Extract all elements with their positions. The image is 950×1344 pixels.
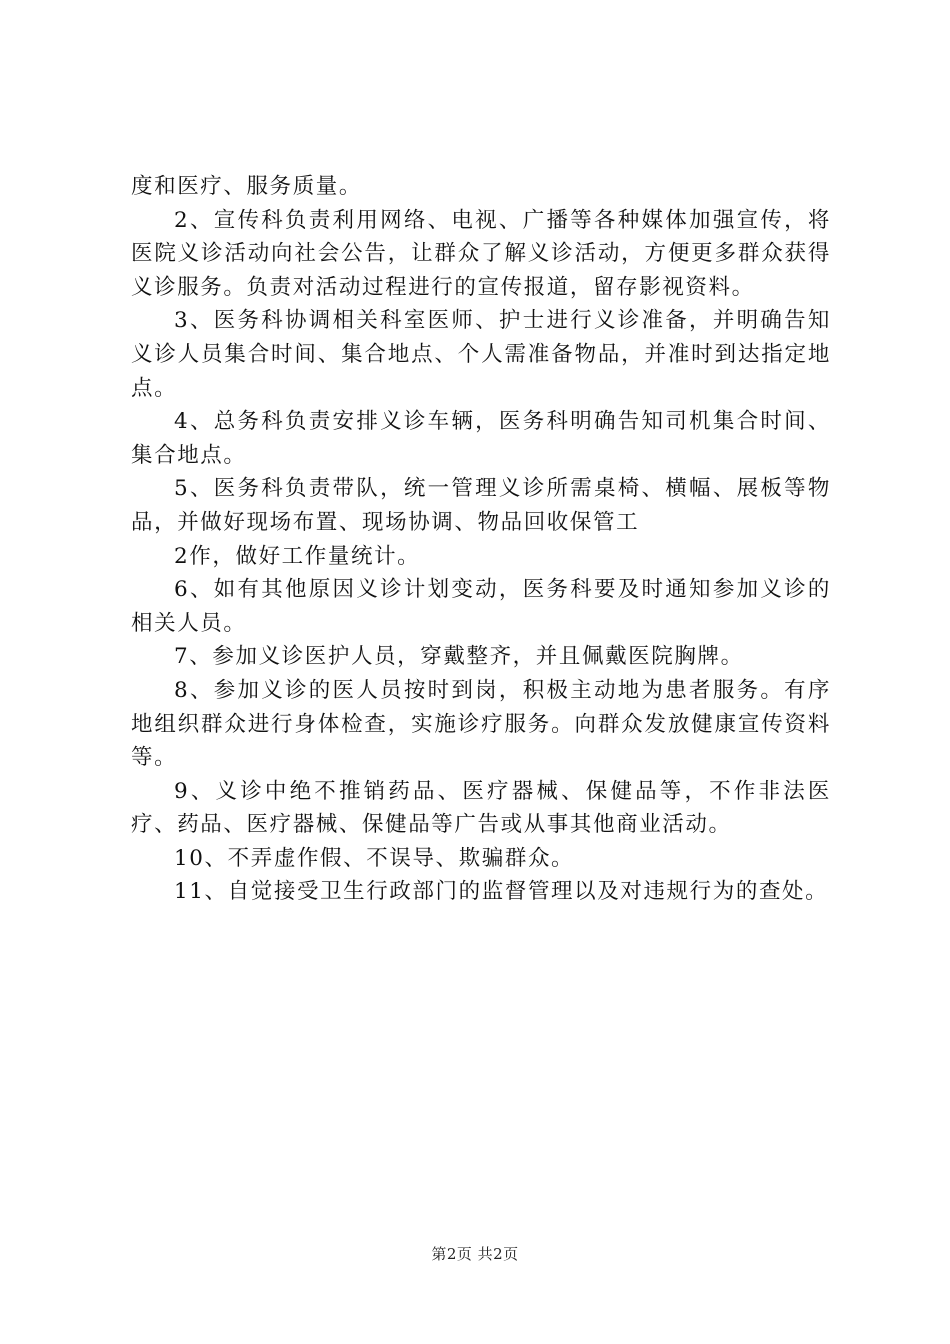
paragraph-item-3: 3、医务科协调相关科室医师、护士进行义诊准备，并明确告知义诊人员集合时间、集合地点、个人需准备物品，并准时到达指定地点。: [131, 308, 831, 401]
paragraph-item-5-continued: 2作，做好工作量统计。: [174, 543, 421, 569]
paragraph-item-7: 7、参加义诊医护人员，穿戴整齐，并且佩戴医院胸牌。: [174, 644, 744, 670]
paragraph-item-11: 11、自觉接受卫生行政部门的监督管理以及对违规行为的查处。: [174, 879, 829, 905]
paragraph-item-6: 6、如有其他原因义诊计划变动，医务科要及时通知参加义诊的相关人员。: [131, 577, 831, 636]
document-body: [131, 170, 831, 909]
paragraph-item-8: 8、参加义诊的医人员按时到岗，积极主动地为患者服务。有序地组织群众进行身体检查，实施诊疗服务。向群众发放健康宣传资料等。: [131, 677, 831, 771]
paragraph-item-9: 9、义诊中绝不推销药品、医疗器械、保健品等，不作非法医疗、药品、医疗器械、保健品等广告或从事其他商业活动。: [131, 778, 831, 838]
page-footer: 第2页 共2页: [431, 1245, 519, 1263]
paragraph-item-2: 2、宣传科负责利用网络、电视、广播等各种媒体加强宣传，将医院义诊活动向社会公告，让群众了解义诊活动，方便更多群众获得义诊服务。负责对活动过程进行的宣传报道，留存影视资料。: [131, 207, 831, 300]
paragraph-item-10: 10、不弄虚作假、不误导、欺骗群众。: [174, 845, 575, 871]
paragraph-item-5: 5、医务科负责带队，统一管理义诊所需桌椅、横幅、展板等物品，并做好现场布置、现场协调、物品回收保管工: [131, 476, 831, 535]
paragraph-continuation: 度和医疗、服务质量。: [131, 174, 363, 199]
paragraph-item-4: 4、总务科负责安排义诊车辆，医务科明确告知司机集合时间、集合地点。: [131, 409, 831, 468]
